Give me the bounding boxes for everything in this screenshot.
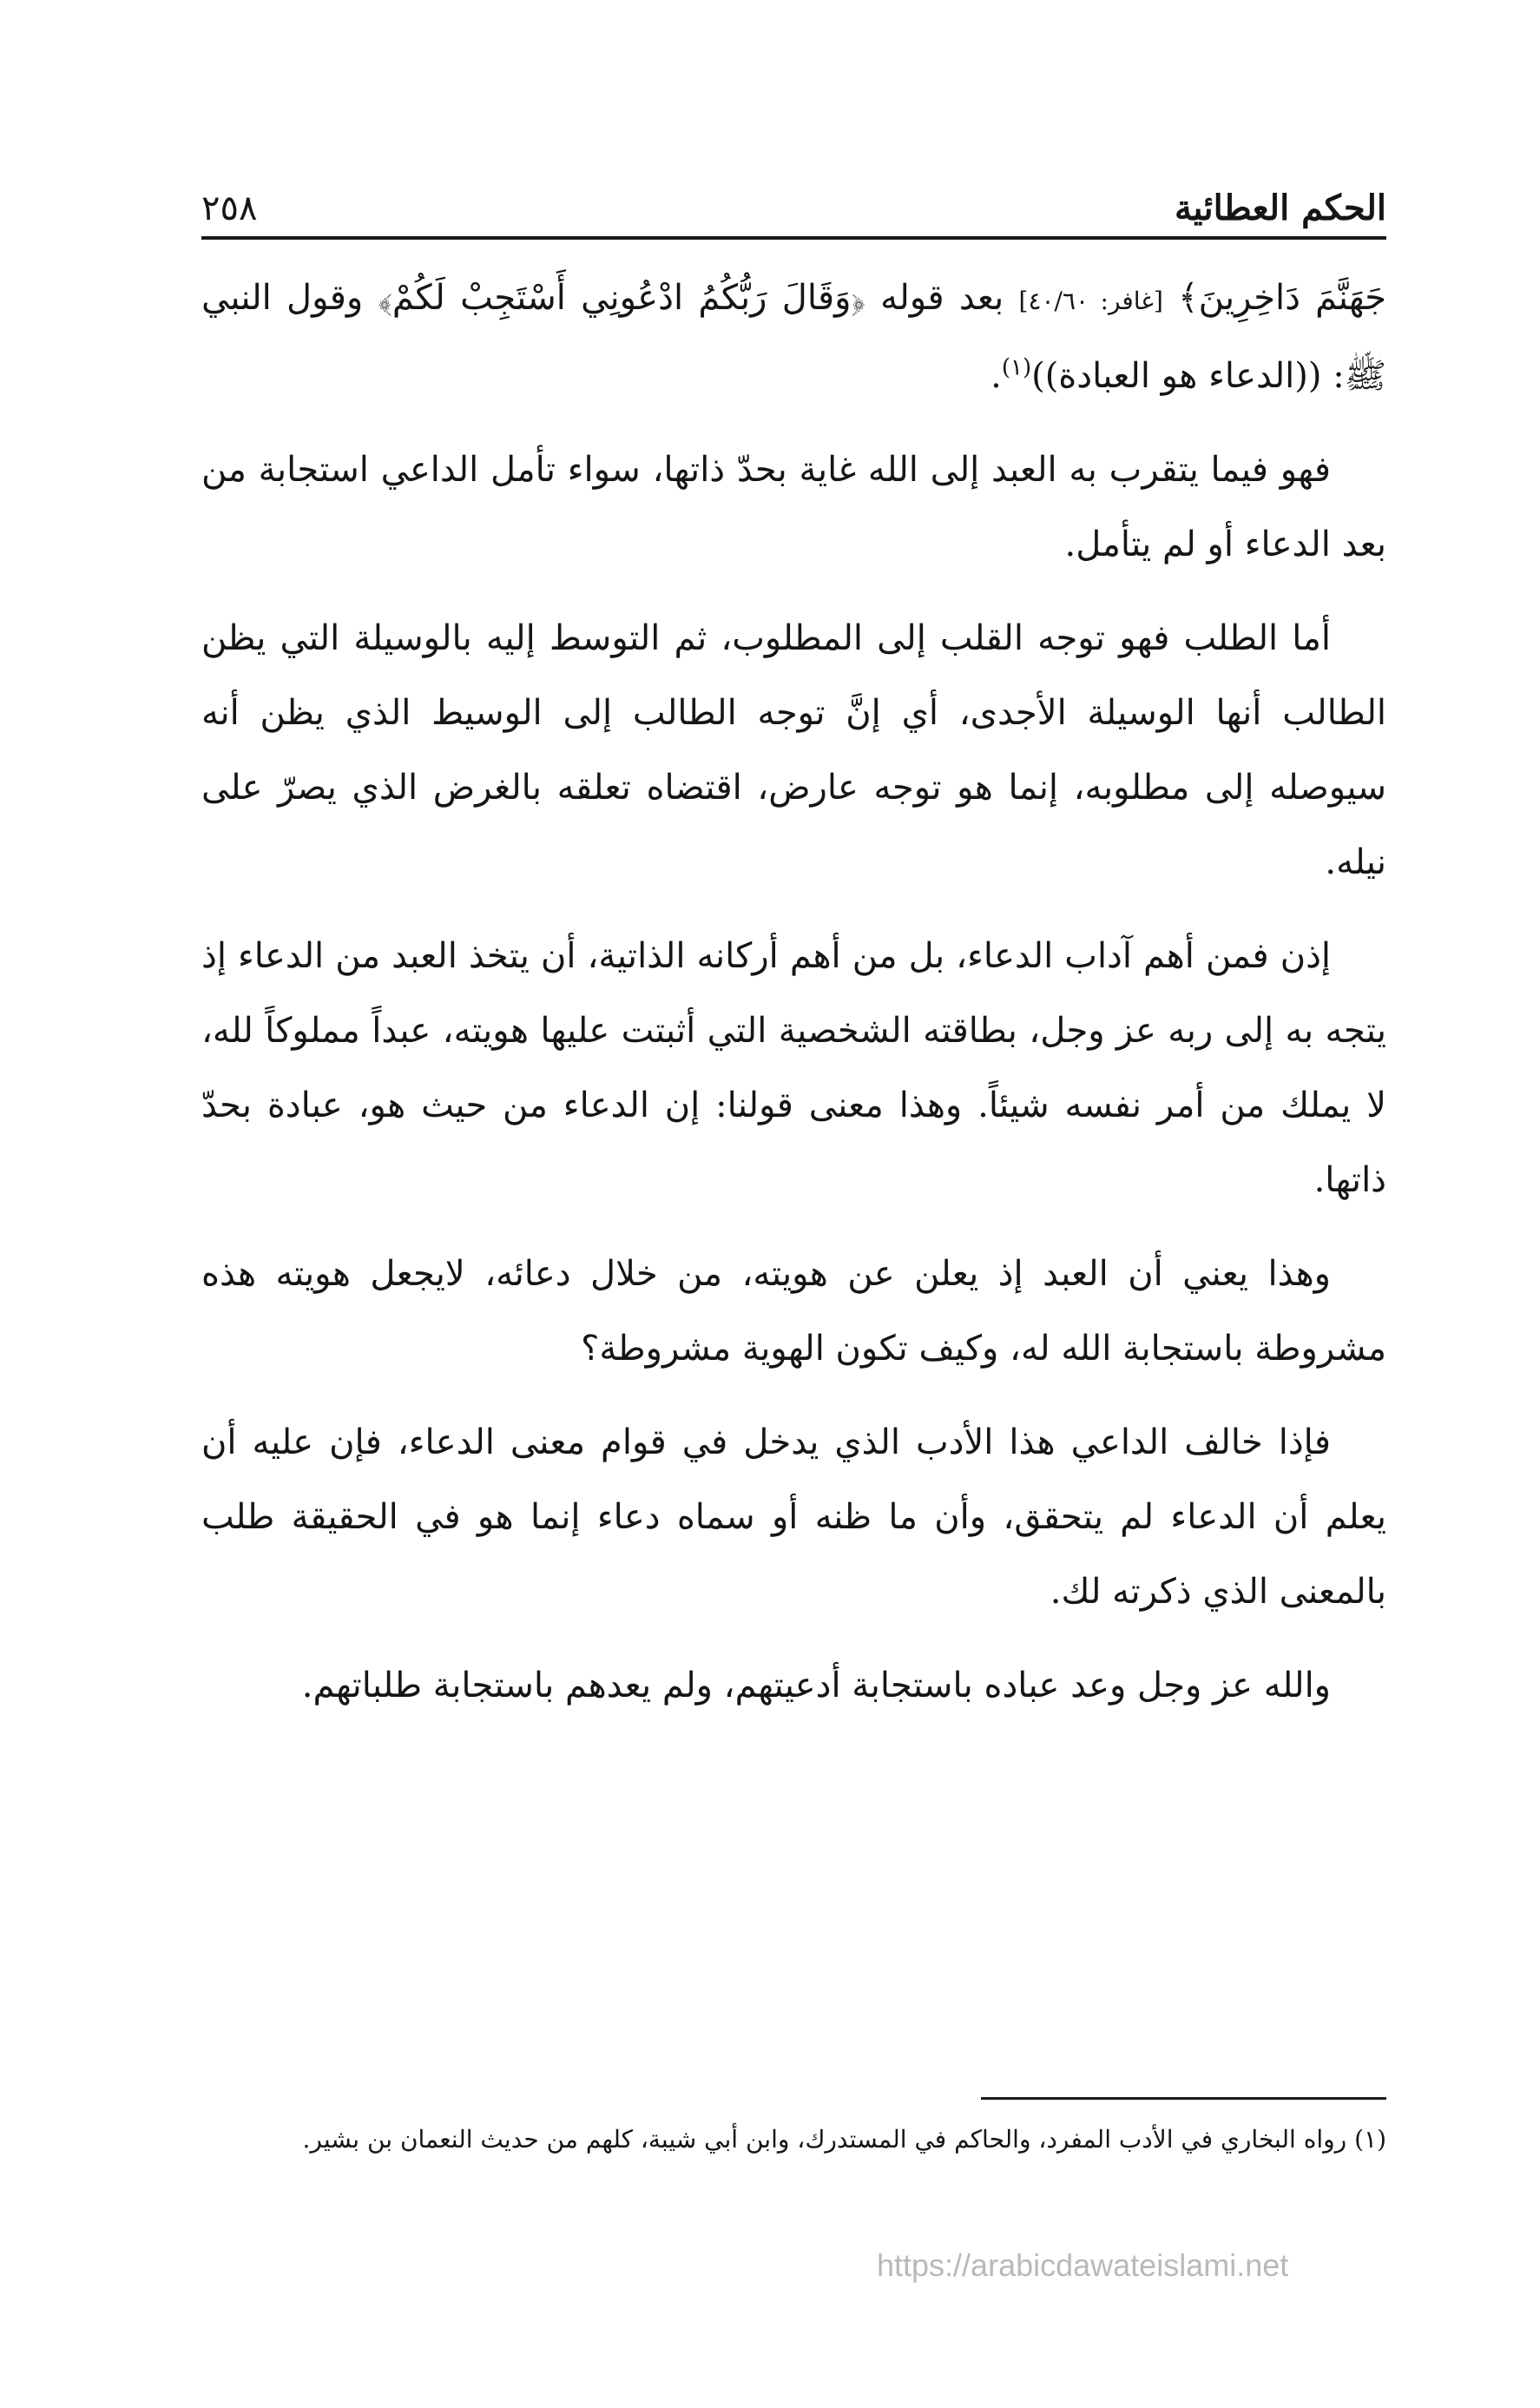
paragraph-2: فهو فيما يتقرب به العبد إلى الله غاية بحدّ ذاتها، سواء تأمل الداعي استجابة من بعد الدعاء أو لم يتأمل. [201, 450, 1386, 564]
paragraph-1-end: . [990, 356, 1002, 396]
paragraph-1-text-a: بعد قوله [880, 278, 1004, 318]
paragraph-1-text-b: وقول النبي ﷺ: ((الدعاء هو العبادة)) [201, 278, 1386, 396]
watermark-url: https://arabicdawateislami.net [877, 2247, 1289, 2283]
footnote: (١) رواه البخاري في الأدب المفرد، والحاكم في المستدرك، وابن أبي شيبة، كلهم من حديث النعمان بن بشير. [302, 2125, 1386, 2154]
running-title: الحكم العطائية [1174, 188, 1386, 228]
paragraph-5: وهذا يعني أن العبد إذ يعلن عن هويته، من خلال دعائه، لايجعل هويته هذه مشروطة باستجابة الله له، وكيف تكون الهوية مشروطة؟ [201, 1254, 1386, 1369]
paragraph-1 [201, 261, 1386, 413]
quran-verse: ﴿وَقَالَ رَبُّكُمُ ادْعُونِي أَسْتَجِبْ لَكُمْ﴾ [378, 278, 865, 318]
page-header [201, 163, 1386, 234]
footnote-rule [981, 2097, 1386, 2100]
header-rule [201, 236, 1386, 240]
page-number: ٢٥٨ [201, 188, 258, 228]
paragraph-6: فإذا خالف الداعي هذا الأدب الذي يدخل في قوام معنى الدعاء، فإن عليه أن يعلم أن الدعاء لم يتحقق، وأن ما ظنه أو سماه دعاء إنما هو في الحقيقة طلب بالمعنى الذي ذكرته لك. [201, 1422, 1386, 1612]
paragraph-3: أما الطلب فهو توجه القلب إلى المطلوب، ثم التوسط إليه بالوسيلة التي يظن الطالب أنها الوسيلة الأجدى، أي إنَّ توجه الطالب إلى الوسيط الذي يظن أنه سيوصله إلى مطلوبه، إنما هو توجه عارض، اقتضاه تعلقه بالغرض الذي يصرّ على نيله. [201, 618, 1386, 882]
verse-reference: [غافر: ٤٠/٦٠] [1018, 287, 1163, 315]
paragraph-7: والله عز وجل وعد عباده باستجابة أدعيتهم، ولم يعدهم باستجابة طلباتهم. [301, 1666, 1331, 1705]
paragraph-4: إذن فمن أهم آداب الدعاء، بل من أهم أركانه الذاتية، أن يتخذ العبد من الدعاء إذ يتجه به إلى ربه عز وجل، بطاقته الشخصية التي أثبتت عليها هويته، عبداً مملوكاً لله، لا يملك من أمر نفسه شيئاً. وهذا معنى قولنا: إن الدعاء من حيث هو، عبادة بحدّ ذاتها. [201, 936, 1386, 1200]
quran-verse-fragment: جَهَنَّمَ دَاخِرِينَ﴾ [1178, 278, 1386, 318]
page-body [201, 261, 1386, 1742]
footnote-marker: (١) [1001, 354, 1032, 381]
